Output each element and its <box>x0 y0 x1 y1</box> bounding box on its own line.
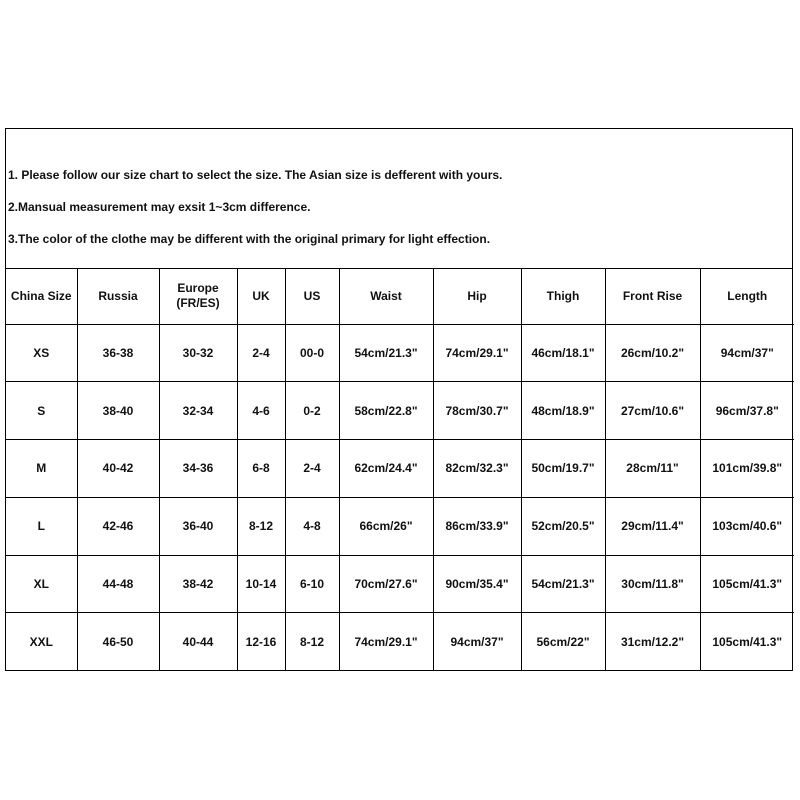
cell-hip: 94cm/37" <box>433 613 521 671</box>
cell-length: 103cm/40.6" <box>700 497 794 555</box>
cell-thigh: 52cm/20.5" <box>521 497 605 555</box>
cell-uk: 6-8 <box>237 440 285 498</box>
header-hip: Hip <box>433 269 521 324</box>
cell-thigh: 50cm/19.7" <box>521 440 605 498</box>
cell-hip: 90cm/35.4" <box>433 555 521 613</box>
cell-waist: 74cm/29.1" <box>339 613 433 671</box>
cell-europe: 30-32 <box>159 324 237 382</box>
cell-length: 96cm/37.8" <box>700 382 794 440</box>
note-1: 1. Please follow our size chart to select the size. The Asian size is defferent with yours. <box>8 168 503 182</box>
header-russia: Russia <box>77 269 159 324</box>
note-3: 3.The color of the clothe may be different with the original primary for light effection. <box>8 232 491 246</box>
cell-front-rise: 28cm/11" <box>605 440 700 498</box>
cell-europe: 36-40 <box>159 497 237 555</box>
table-row <box>6 382 794 440</box>
header-europe <box>159 269 237 324</box>
cell-china-size: L <box>6 497 77 555</box>
cell-hip: 78cm/30.7" <box>433 382 521 440</box>
cell-us: 00-0 <box>285 324 339 382</box>
cell-china-size: M <box>6 440 77 498</box>
cell-waist: 66cm/26" <box>339 497 433 555</box>
cell-europe: 34-36 <box>159 440 237 498</box>
cell-waist: 58cm/22.8" <box>339 382 433 440</box>
cell-russia: 38-40 <box>77 382 159 440</box>
notes-section <box>6 129 792 269</box>
table-row <box>6 324 794 382</box>
cell-length: 105cm/41.3" <box>712 635 783 650</box>
cell-us: 0-2 <box>285 382 339 440</box>
cell-europe: 40-44 <box>159 613 237 671</box>
cell-thigh: 56cm/22" <box>521 613 605 671</box>
cell-russia: 44-48 <box>77 555 159 613</box>
cell-russia: 40-42 <box>77 440 159 498</box>
header-us: US <box>285 269 339 324</box>
cell-front-rise: 29cm/11.4" <box>605 497 700 555</box>
cell-hip: 74cm/29.1" <box>433 324 521 382</box>
cell-us: 8-12 <box>285 613 339 671</box>
header-waist: Waist <box>339 269 433 324</box>
table-row <box>6 497 794 555</box>
header-length: Length <box>700 269 794 324</box>
cell-front-rise: 31cm/12.2" <box>605 613 700 671</box>
note-2: 2.Mansual measurement may exsit 1~3cm difference. <box>8 200 311 214</box>
cell-china-size: S <box>6 382 77 440</box>
cell-front-rise: 27cm/10.6" <box>605 382 700 440</box>
cell-front-rise: 30cm/11.8" <box>605 555 700 613</box>
cell-length: 94cm/37" <box>700 324 794 382</box>
cell-waist: 62cm/24.4" <box>339 440 433 498</box>
cell-uk: 8-12 <box>237 497 285 555</box>
cell-europe: 38-42 <box>159 555 237 613</box>
table-row <box>6 440 794 498</box>
table-row <box>6 555 794 613</box>
header-row <box>6 269 794 324</box>
cell-hip: 82cm/32.3" <box>433 440 521 498</box>
header-europe-line2: (FR/ES) <box>176 296 220 311</box>
cell-thigh: 46cm/18.1" <box>521 324 605 382</box>
cell-length: 101cm/39.8" <box>700 440 794 498</box>
cell-us: 2-4 <box>285 440 339 498</box>
cell-thigh: 48cm/18.9" <box>521 382 605 440</box>
cell-front-rise: 26cm/10.2" <box>605 324 700 382</box>
cell-russia: 46-50 <box>77 613 159 671</box>
header-china-size: China Size <box>6 269 77 324</box>
cell-europe: 32-34 <box>159 382 237 440</box>
table-row <box>6 613 794 671</box>
cell-uk: 10-14 <box>237 555 285 613</box>
cell-thigh: 54cm/21.3" <box>521 555 605 613</box>
cell-us: 4-8 <box>285 497 339 555</box>
cell-china-size: XL <box>6 555 77 613</box>
cell-uk: 2-4 <box>237 324 285 382</box>
cell-russia: 42-46 <box>77 497 159 555</box>
header-europe-line1: Europe <box>177 281 219 296</box>
cell-uk: 4-6 <box>237 382 285 440</box>
cell-uk: 12-16 <box>237 613 285 671</box>
cell-length: 105cm/41.3" <box>700 555 794 613</box>
cell-hip: 86cm/33.9" <box>433 497 521 555</box>
header-thigh: Thigh <box>521 269 605 324</box>
header-front-rise: Front Rise <box>605 269 700 324</box>
cell-waist: 54cm/21.3" <box>339 324 433 382</box>
cell-china-size: XXL <box>6 613 77 671</box>
cell-waist: 70cm/27.6" <box>339 555 433 613</box>
header-uk: UK <box>237 269 285 324</box>
size-chart <box>5 128 793 671</box>
cell-us: 6-10 <box>285 555 339 613</box>
size-table <box>6 269 794 671</box>
cell-russia: 36-38 <box>77 324 159 382</box>
cell-china-size: XS <box>6 324 77 382</box>
